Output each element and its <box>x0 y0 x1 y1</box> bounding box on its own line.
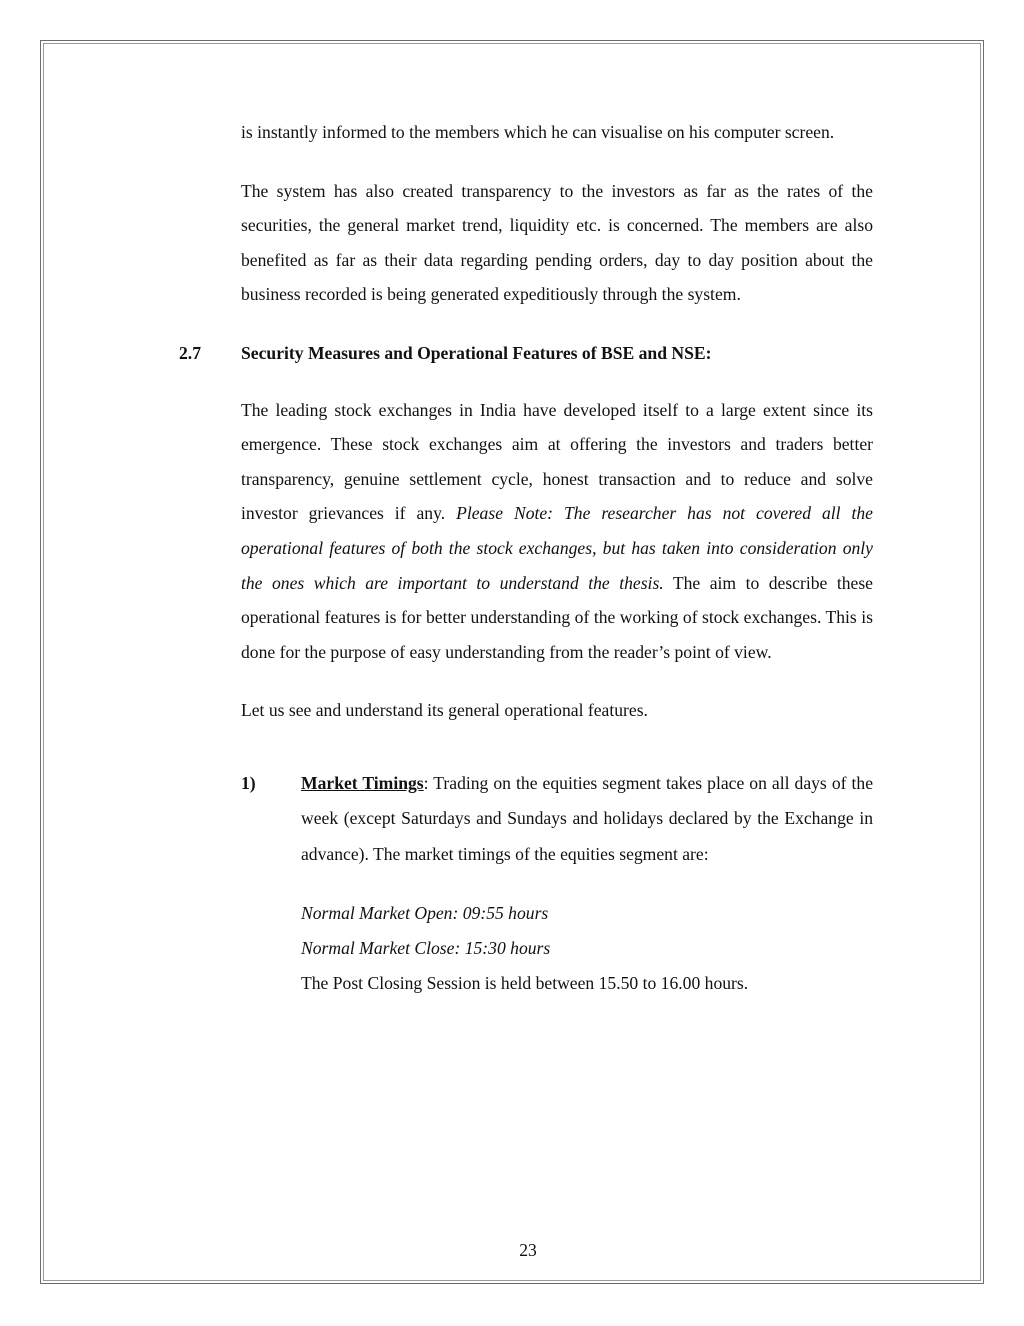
normal-market-close: Normal Market Close: 15:30 hours <box>301 938 551 958</box>
leading-exchanges-paragraph <box>241 393 873 670</box>
post-closing-session: The Post Closing Session is held between 15.50 to 16.00 hours. <box>301 972 749 993</box>
general-features-line: Let us see and understand its general operational features. <box>241 700 648 721</box>
market-timings-text: Trading on the equities segment takes place on all days of the week (except Saturdays and Sundays and holidays declared by the Exchange in advance). The market timings of the equities segment are: <box>301 772 873 864</box>
section-heading <box>179 336 873 371</box>
market-timings-colon: : <box>423 772 429 793</box>
section-title: Security Measures and Operational Features of BSE and NSE: <box>241 342 712 363</box>
page-content <box>179 115 873 1000</box>
leading-paragraph-text: The leading stock exchanges in India have developed itself to a large extent since its emergence. These stock exchanges aim at offering the investors and traders better transparency, genuine settlement cycle, honest transaction and to reduce and solve investor grievances if any. <box>241 399 873 524</box>
intro-continuation-paragraph: is instantly informed to the members which he can visualise on his computer screen. <box>241 122 835 142</box>
list-item-number: 1) <box>241 772 256 793</box>
list-item-market-timings <box>241 766 873 873</box>
leading-paragraph-conclusion: The aim to describe these operational features is for better understanding of the working of stock exchanges. This is done for the purpose of easy understanding from the reader’s point of view. <box>241 572 873 662</box>
transparency-paragraph: The system has also created transparency to the investors as far as the rates of the securities, the general market trend, liquidity etc. is concerned. The members are also benefited as far as their data regarding pending orders, day to day position about the business recorded is being generated expeditiously through the system. <box>241 180 873 305</box>
market-timings-title: Market Timings <box>301 772 424 793</box>
normal-market-open: Normal Market Open: 09:55 hours <box>301 903 549 924</box>
section-number: 2.7 <box>179 342 201 363</box>
researcher-note: Please Note: The researcher has not covered all the operational features of both the stock exchanges, but has taken into consideration only the ones which are important to understand the thesis. <box>241 503 873 593</box>
market-timings-paragraph <box>301 766 873 873</box>
market-timings-list <box>241 896 873 1000</box>
page-number: 23 <box>519 1240 537 1260</box>
